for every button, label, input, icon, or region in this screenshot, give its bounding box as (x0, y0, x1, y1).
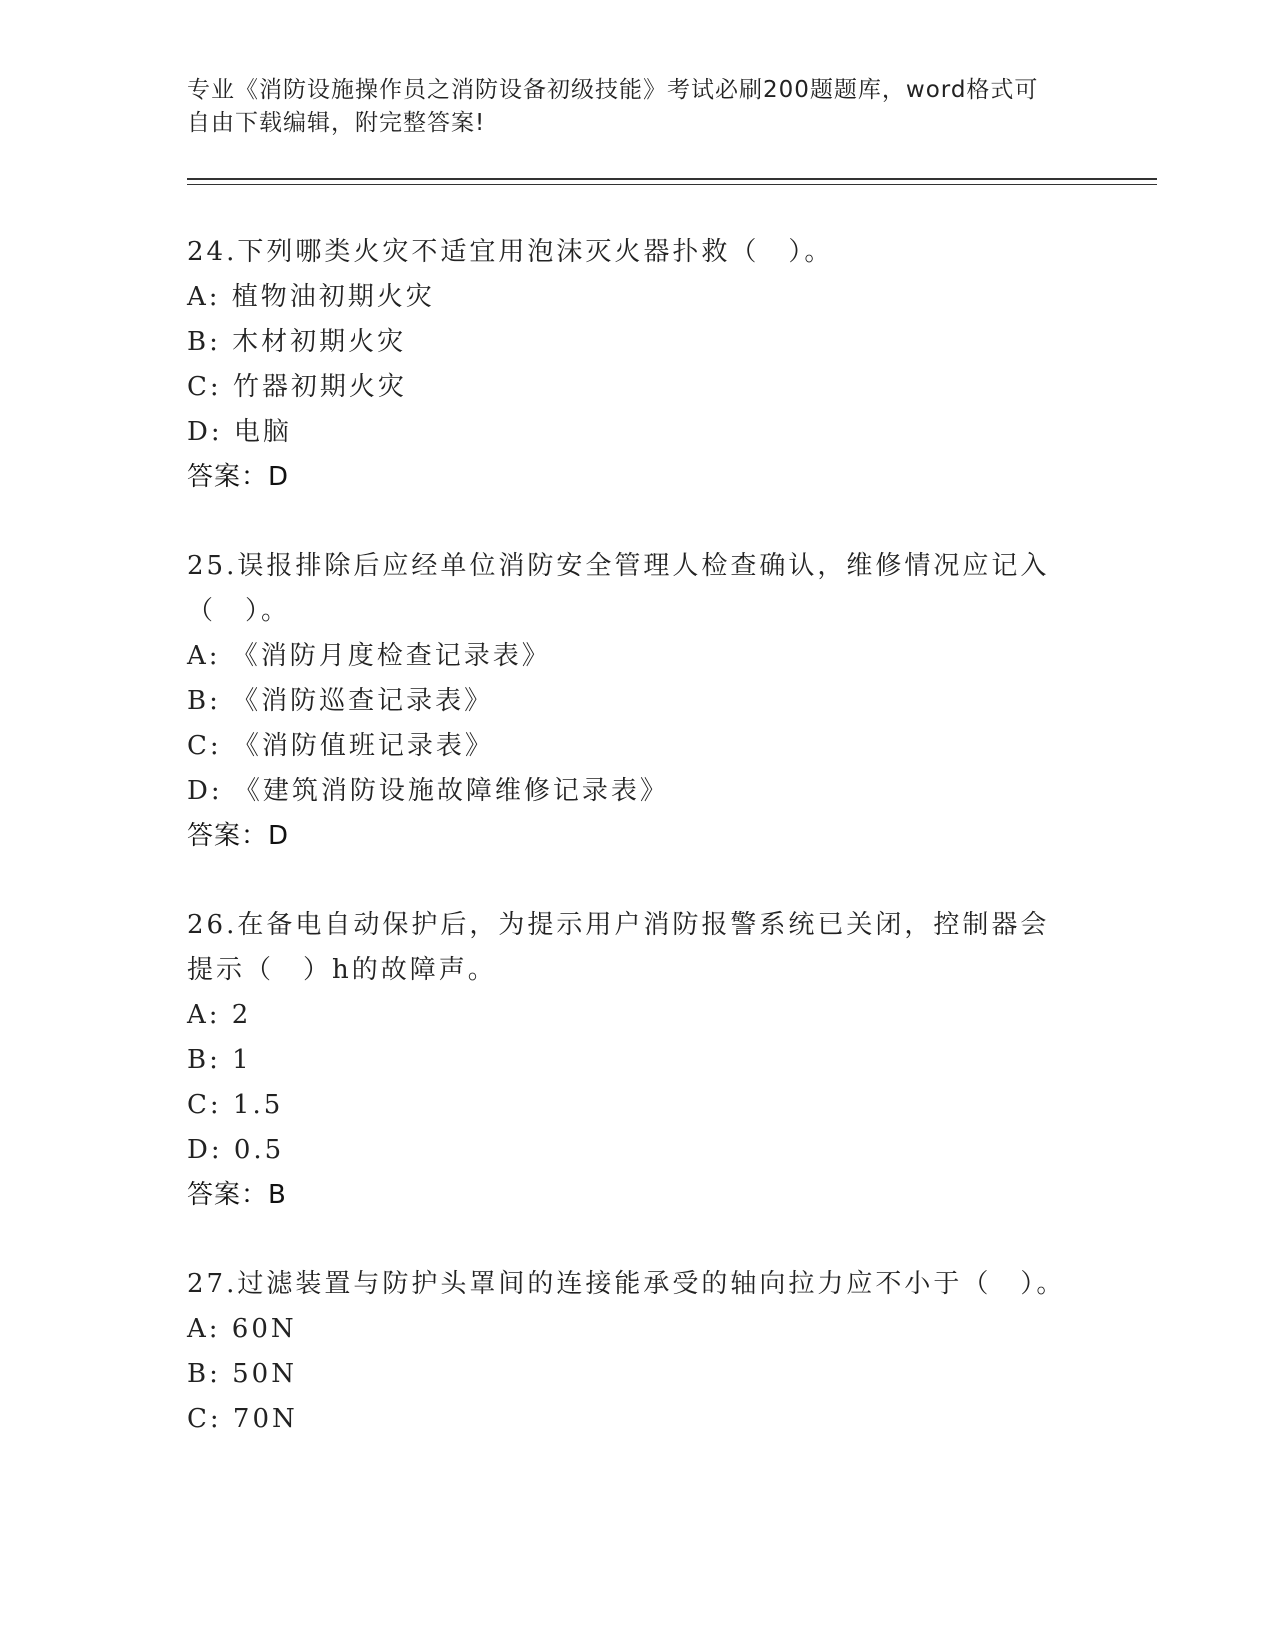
option-a: A: 《消防月度检查记录表》 (187, 641, 551, 671)
header-line-1: 专业《消防设施操作员之消防设备初级技能》考试必刷200题题库，word格式可 (187, 77, 1039, 103)
option-a: A: 60N (187, 1314, 297, 1344)
option-d: D: 0.5 (187, 1135, 285, 1165)
question-26 (187, 903, 1087, 1218)
option-d: D: 《建筑消防设施故障维修记录表》 (187, 776, 669, 806)
document-header (187, 74, 1067, 140)
header-divider (187, 178, 1157, 185)
option-b: B: 50N (187, 1359, 297, 1389)
question-25 (187, 544, 1087, 859)
answer-line: 答案：D (187, 821, 290, 851)
option-b: B: 1 (187, 1045, 252, 1075)
question-stem: 24.下列哪类火灾不适宜用泡沫灭火器扑救（ ）。 (187, 237, 834, 267)
option-c: C: 70N (187, 1404, 298, 1434)
option-c: C: 竹器初期火灾 (187, 372, 407, 402)
question-24 (187, 230, 1087, 500)
question-27 (187, 1262, 1087, 1442)
option-d: D: 电脑 (187, 417, 292, 447)
question-stem: 25.误报排除后应经单位消防安全管理人检查确认，维修情况应记入（ ）。 (187, 551, 1050, 626)
option-b: B: 《消防巡查记录表》 (187, 686, 494, 716)
option-c: C: 1.5 (187, 1090, 284, 1120)
answer-line: 答案：D (187, 462, 290, 492)
question-stem: 27.过滤装置与防护头罩间的连接能承受的轴向拉力应不小于（ ）。 (187, 1269, 1066, 1299)
header-line-2: 自由下载编辑，附完整答案! (187, 110, 486, 136)
option-b: B: 木材初期火灾 (187, 327, 407, 357)
question-list (187, 230, 1087, 1486)
option-c: C: 《消防值班记录表》 (187, 731, 494, 761)
answer-line: 答案：B (187, 1180, 287, 1210)
option-a: A: 植物油初期火灾 (187, 282, 435, 312)
question-stem: 26.在备电自动保护后，为提示用户消防报警系统已关闭，控制器会提示（ ）h的故障声。 (187, 910, 1050, 985)
option-a: A: 2 (187, 1000, 252, 1030)
